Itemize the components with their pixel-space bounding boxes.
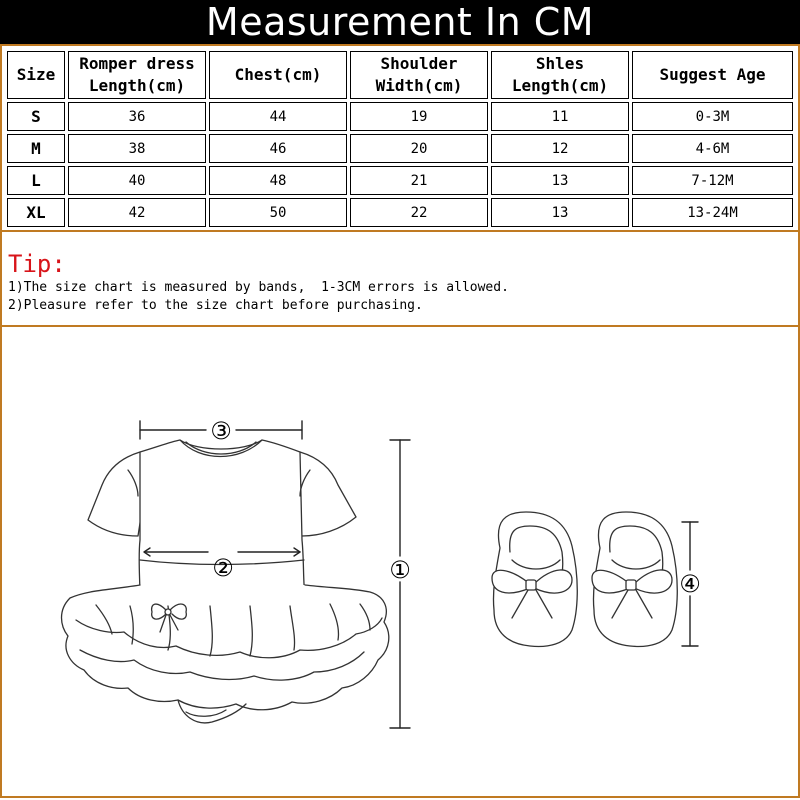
tip-line-1: 1)The size chart is measured by bands, 1-3CM errors is allowed. [8,280,509,295]
cell-age: 13-24M [632,198,793,227]
cell-size: M [7,134,65,163]
cell-shoulder-width: 21 [350,166,488,195]
header-shoe-line2: Length(cm) [511,76,609,95]
cell-size: XL [7,198,65,227]
cell-shoe-length: 11 [491,102,629,131]
header-age-label: Suggest Age [659,65,766,84]
cell-shoe-length: 12 [491,134,629,163]
cell-chest: 44 [209,102,347,131]
header-shoulder-line2: Width(cm) [375,76,463,95]
cell-romper-length: 38 [68,134,206,163]
header-size-label: Size [16,65,56,84]
cell-romper-length: 40 [68,166,206,195]
header-chest-label: Chest(cm) [234,65,322,84]
cell-size: S [7,102,65,131]
cell-shoe-length: 13 [491,198,629,227]
marker-length: ① [389,556,411,584]
cell-age: 4-6M [632,134,793,163]
cell-chest: 46 [209,134,347,163]
cell-shoulder-width: 22 [350,198,488,227]
cell-romper-length: 36 [68,102,206,131]
cell-shoulder-width: 19 [350,102,488,131]
marker-shoulder: ③ [210,417,232,445]
cell-romper-length: 42 [68,198,206,227]
cell-age: 0-3M [632,102,793,131]
tip-title: Tip: [8,250,66,278]
cell-chest: 50 [209,198,347,227]
header-romper-length-line2: Length(cm) [88,76,186,95]
cell-shoe-length: 13 [491,166,629,195]
marker-shoe: ④ [679,570,701,598]
cell-size: L [7,166,65,195]
page-title: Measurement In CM [0,0,800,44]
cell-chest: 48 [209,166,347,195]
header-shoe-line1: Shles [535,54,585,73]
header-shoulder-line1: Shoulder [380,54,458,73]
cell-age: 7-12M [632,166,793,195]
cell-shoulder-width: 20 [350,134,488,163]
shoes-drawing [492,512,677,646]
marker-chest: ② [212,554,234,582]
tip-line-2: 2)Pleasure refer to the size chart before purchasing. [8,298,423,313]
header-romper-length-line1: Romper dress [79,54,195,73]
